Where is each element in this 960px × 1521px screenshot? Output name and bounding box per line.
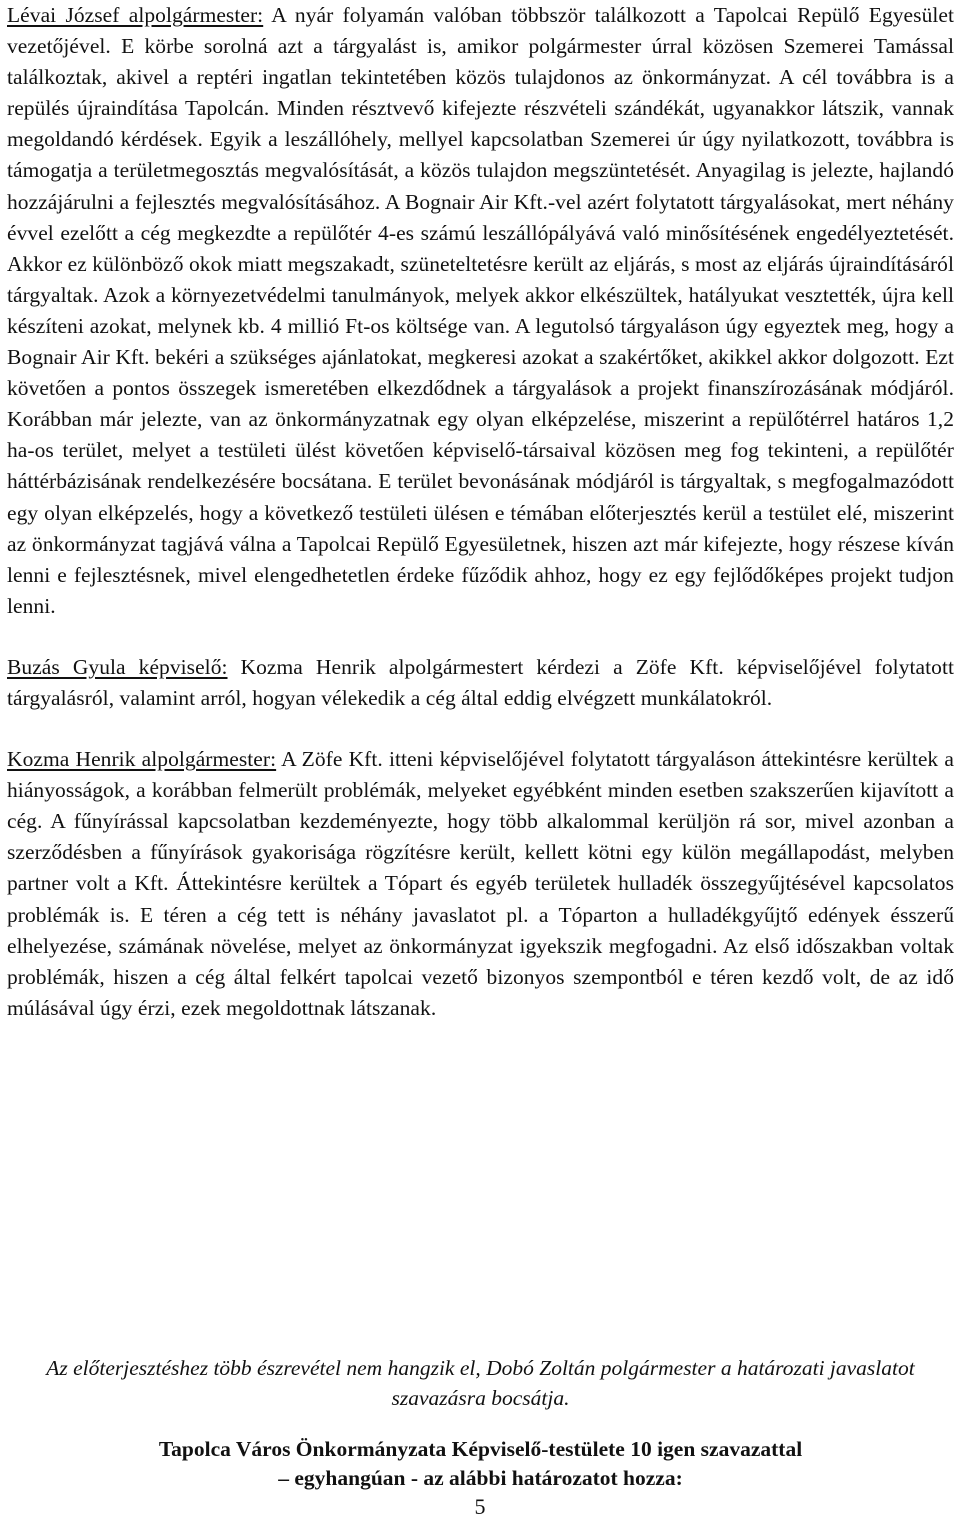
speaker-name: Buzás Gyula képviselő: bbox=[7, 654, 228, 679]
paragraph-text: Kozma Henrik alpolgármestert kérdezi a Zöfe Kft. képviselőjével folytatott tárgyalásról, valamint arról, hogyan vélekedik a cég által eddig elvégzett munkálatokról. bbox=[7, 654, 954, 710]
paragraph-text: A nyár folyamán valóban többször találkozott a Tapolcai Repülő Egyesület vezetőjével. E körbe sorolná azt a tárgyalást is, amikor polgármester úrral közösen Szemerei Tamással találkoztak, akivel a reptéri ingatlan tekintetében közös tulajdonos az önkormányzat. A cél továbbra is a repülés újraindítása Tapolcán. Minden résztvevő kifejezte részvételi szándékát, ugyanakkor látszik, vannak megoldandó kérdések. Egyik a leszállóhely, mellyel kapcsolatban Szemerei úr úgy nyilatkozott, továbbra is támogatja a területmegosztás megvalósítását, a közös tulajdon megszüntetését. Anyagilag is jelezte, hajlandó hozzájárulni a fejlesztés megvalósításához. A Bognair Air Kft.-vel azért folytatott tárgyalásokat, mert néhány évvel ezelőtt a cég megkezdte a repülőtér 4-es számú leszállópályává való minősítésének engedélyeztetését. Akkor ez különböző okok miatt megszakadt, szüneteltetésre került az eljárás, s most az eljárás újraindításáról tárgyaltak. Azok a környezetvédelmi tanulmányok, melyek akkor elkészültek, hatályukat vesztették, újra kell készíteni azokat, melynek kb. 4 millió Ft-os költsége van. A legutolsó tárgyaláson úgy egyeztek meg, hogy a Bognair Air Kft. bekéri a szükséges ajánlatokat, megkeresi azokat a szakértőket, akikkel akkor dolgozott. Ezt követően a pontos összegek ismeretében elkezdődnek a tárgyalások a projekt finanszírozásának módjáról. Korábban már jelezte, van az önkormányzatnak egy olyan elképzelése, miszerint a repülőtérrel határos 1,2 ha-os terület, melyet a testületi ülést követően képviselő-társaival közösen meg fog tekinteni, a repülőtér háttérbázisának rendelkezésére bocsátana. E terület bevonásának módjáról is tárgyaltak, s megfogalmazódott egy olyan elképzelés, hogy a következő testületi ülésen e témában előterjesztés kerül a testület elé, miszerint az önkormányzat tagjává válna a Tapolcai Repülő Egyesületnek, hiszen azt már kifejezte, hogy részese kíván lenni e fejlesztésnek, mivel elengedhetetlen érdeke fűződik ahhoz, hogy ez egy fejlődőképes projekt tudjon lenni. bbox=[7, 3, 955, 618]
speaker-name: Kozma Henrik alpolgármester: bbox=[7, 747, 277, 772]
document-page bbox=[7, 0, 954, 1024]
paragraph-text: A Zöfe Kft. itteni képviselőjével folytatott tárgyaláson áttekintésre kerültek a hiányosságok, a korábban felmerült problémák, melyeket egyébként minden esetben szakszerűen kijavított a cég. A fűnyírással kapcsolatban kezdeményezte, hogy több alkalommal kerüljön rá sor, mivel azonban a szerződésben a fűnyírások gyakorisága rögzítésre került, kellett kötni egy külön megállapodást, melyben partner volt a Kft. Áttekintésre kerültek a Tópart és egyéb területek hulladék összegyűjtésével kapcsolatos problémák is. E téren a cég tett is néhány javaslatot pl. a Tóparton a hulladékgyűjtő edények ésszerű elhelyezése, számának növelése, melyet az önkormányzat igyekszik megfogadni. Az első időszakban voltak problémák, hiszen a cég által felkért tapolcai vezető bizonyos szempontból e téren kezdő volt, de az idő múlásával úgy érzi, ezek megoldottnak látszanak. bbox=[7, 747, 954, 1020]
minutes-paragraph bbox=[7, 744, 954, 1024]
resolution-line: – egyhangúan - az alábbi határozatot hozza: bbox=[278, 1465, 683, 1490]
vote-intro: Az előterjesztéshez több észrevétel nem hangzik el, Dobó Zoltán polgármester a határozati javaslatot szavazásra bocsátja. bbox=[46, 1356, 915, 1410]
minutes-paragraph bbox=[7, 652, 954, 714]
page-number: 5 bbox=[474, 1494, 486, 1519]
minutes-paragraph bbox=[7, 0, 954, 622]
speaker-name: Lévai József alpolgármester: bbox=[7, 3, 264, 27]
resolution-statement bbox=[7, 1435, 954, 1492]
resolution-line: Tapolca Város Önkormányzata Képviselő-testülete 10 igen szavazattal bbox=[158, 1437, 803, 1461]
paragraph-gap bbox=[7, 622, 954, 652]
paragraph-gap bbox=[7, 714, 954, 744]
